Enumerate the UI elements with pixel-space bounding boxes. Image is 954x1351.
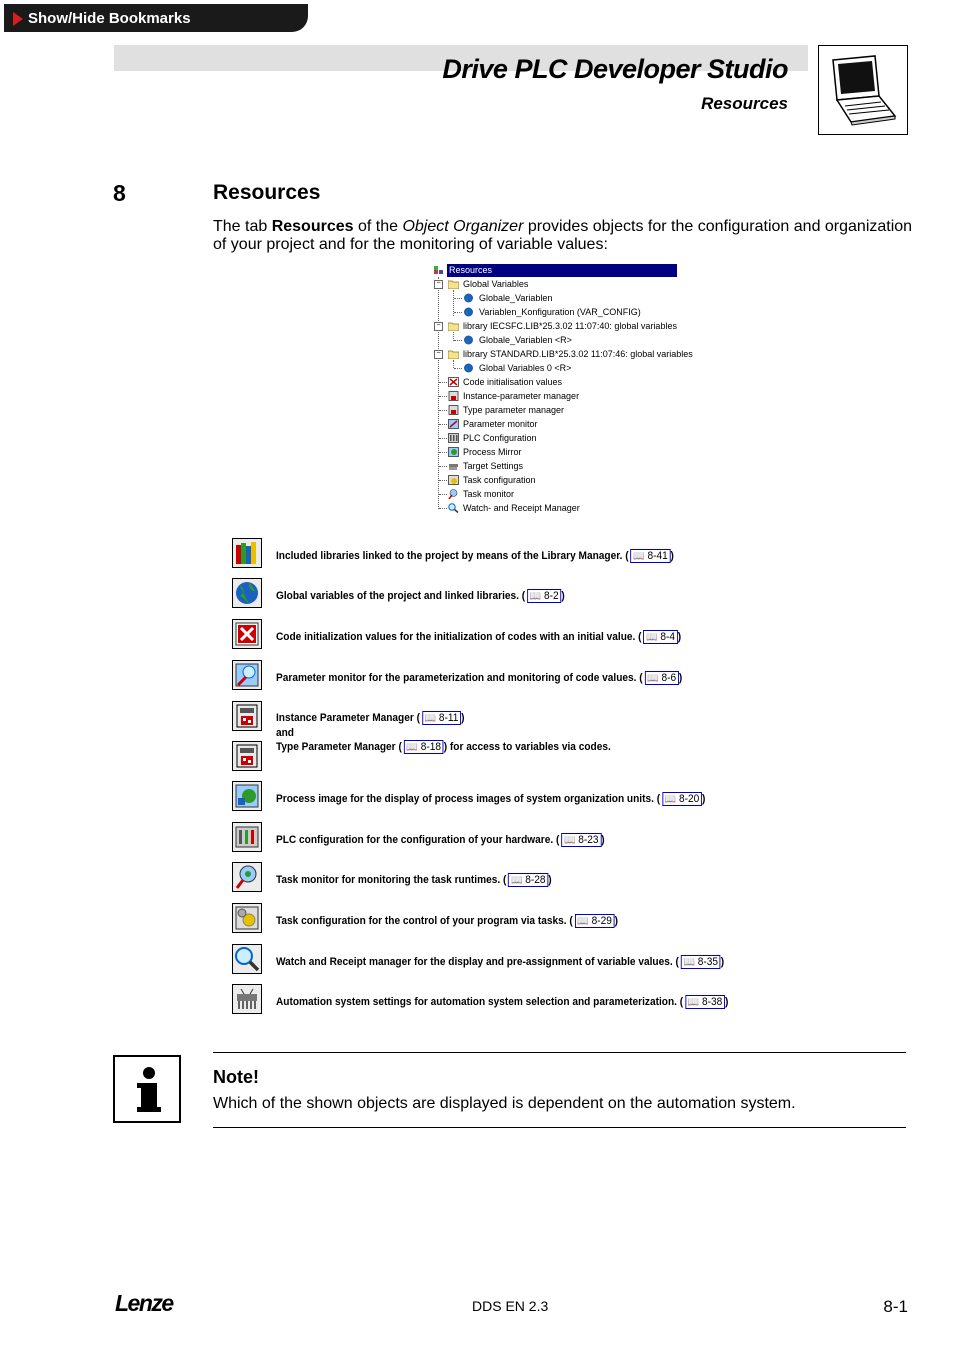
header-title: Drive PLC Developer Studio <box>442 54 788 84</box>
ref-link[interactable]: 📖 8-38 <box>685 995 725 1009</box>
parameter-monitor-icon <box>448 419 459 429</box>
book-icon: 📖 <box>424 713 437 724</box>
resource-description: Automation system settings for automation system selection and parameterization. ( 📖 8-38 ) <box>276 996 729 1008</box>
book-icon: 📖 <box>664 794 677 805</box>
ref-link-type[interactable]: 📖 8-18 <box>404 740 444 754</box>
book-icon: 📖 <box>529 591 542 602</box>
ref-link[interactable]: 📖 8-28 <box>508 873 548 887</box>
ref-link[interactable]: 📖 8-6 <box>644 671 678 685</box>
code-init-icon <box>448 377 459 387</box>
info-icon <box>113 1055 181 1123</box>
ref-link[interactable]: 📖 8-2 <box>527 589 561 603</box>
intro-paragraph: The tab Resources of the Object Organizer provides objects for the configuration and organization of your project and for the monitoring of variable values: <box>213 218 913 253</box>
globe-icon <box>463 293 474 303</box>
magnifier-icon <box>232 944 262 974</box>
book-icon: 📖 <box>683 957 695 968</box>
resources-tree: Resources − Global Variables Globale_Variablen Variablen_Konfiguration (VAR_CONFIG) − library IECSFC.LIB*25.3.02 11:07:40: global variables Globale_Variablen <R> − library STANDARD.LIB*25.3.02 11:07:46: global variables Global Variables 0 <R> Code initialisation values Instance-parameter manager Type parameter manager Parameter monitor PLC Configuration Process Mirror Target Settings Task configuration Task monitor Watch- and Receipt Manager <box>432 264 682 516</box>
task-config-icon <box>448 475 459 485</box>
task-monitor-icon <box>232 862 262 892</box>
magnifier-icon <box>448 503 459 513</box>
process-image-icon <box>448 447 459 457</box>
section-title: Resources <box>213 181 321 204</box>
resource-description: Global variables of the project and linked libraries. ( 📖 8-2 ) <box>276 590 565 602</box>
book-icon: 📖 <box>687 997 700 1008</box>
and-text: and <box>276 727 294 739</box>
note-title: Note! <box>213 1067 259 1087</box>
folder-icon <box>448 321 459 331</box>
bookmark-arrow-icon <box>13 12 23 26</box>
parameter-manager-icon <box>448 405 459 415</box>
library-books-icon <box>232 538 262 568</box>
footer-doc-id: DDS EN 2.3 <box>472 1298 549 1314</box>
code-init-icon <box>232 619 262 649</box>
note-text: Which of the shown objects are displayed is dependent on the automation system. <box>213 1095 796 1112</box>
book-icon: 📖 <box>647 673 659 684</box>
header-subtitle: Resources <box>701 94 788 113</box>
type-parameter-manager-icon <box>232 741 262 771</box>
folder-icon <box>448 349 459 359</box>
resource-description: Watch and Receipt manager for the display and pre-assignment of variable values. ( 📖 8-35 ) <box>276 956 725 968</box>
book-icon: 📖 <box>577 916 589 927</box>
ref-link[interactable]: 📖 8-20 <box>662 792 702 806</box>
resource-description: Parameter monitor for the parameterization and monitoring of code values. ( 📖 8-6 ) <box>276 672 683 684</box>
book-icon: 📖 <box>646 632 658 643</box>
type-param-text: Type Parameter Manager ( 📖 8-18 ) for access to variables via codes. <box>276 741 611 753</box>
resource-description: Code initialization values for the initialization of codes with an initial value. ( 📖 8-4 ) <box>276 631 682 643</box>
bookmarks-button-label: Show/Hide Bookmarks <box>28 10 191 27</box>
globe-icon <box>463 363 474 373</box>
task-config-icon <box>232 903 262 933</box>
laptop-icon <box>818 45 908 135</box>
globe-icon <box>232 578 262 608</box>
instance-parameter-manager-icon <box>232 701 262 731</box>
ref-link-instance[interactable]: 📖 8-11 <box>422 711 461 725</box>
show-hide-bookmarks-button[interactable] <box>4 4 308 32</box>
resource-description: PLC configuration for the configuration of your hardware. ( 📖 8-23 ) <box>276 834 605 846</box>
parameter-manager-icon <box>448 391 459 401</box>
collapse-icon: − <box>434 350 443 359</box>
book-icon: 📖 <box>563 835 576 846</box>
globe-icon <box>463 307 474 317</box>
ref-link[interactable]: 📖 8-23 <box>561 833 601 847</box>
target-settings-icon <box>448 461 459 471</box>
plc-config-icon <box>448 433 459 443</box>
ref-link[interactable]: 📖 8-29 <box>575 914 615 928</box>
ref-link[interactable]: 📖 8-41 <box>630 549 670 563</box>
parameter-monitor-icon <box>232 660 262 690</box>
globe-icon <box>463 335 474 345</box>
plc-config-icon <box>232 822 262 852</box>
process-image-icon <box>232 781 262 811</box>
section-number: 8 <box>113 180 126 206</box>
folder-icon <box>448 279 459 289</box>
resource-description: Task configuration for the control of your program via tasks. ( 📖 8-29 ) <box>276 915 619 927</box>
instance-param-text: Instance Parameter Manager ( 📖 8-11 ) <box>276 712 465 724</box>
resource-description: Process image for the display of process images of system organization units. ( 📖 8-20 ) <box>276 793 706 805</box>
book-icon: 📖 <box>510 875 523 886</box>
note-divider-top <box>213 1052 906 1053</box>
ref-link[interactable]: 📖 8-4 <box>643 630 677 644</box>
collapse-icon: − <box>434 280 443 289</box>
note-divider-bottom <box>213 1127 906 1128</box>
lenze-logo: Lenze <box>115 1290 173 1316</box>
book-icon: 📖 <box>406 742 418 753</box>
resource-description: Included libraries linked to the project by means of the Library Manager. ( 📖 8-41 ) <box>276 550 674 562</box>
page-number: 8-1 <box>883 1297 908 1316</box>
book-icon: 📖 <box>633 551 645 562</box>
resource-description: Task monitor for monitoring the task runtimes. ( 📖 8-28 ) <box>276 874 552 886</box>
collapse-icon: − <box>434 322 443 331</box>
target-settings-icon <box>232 984 262 1014</box>
ref-link[interactable]: 📖 8-35 <box>681 955 721 969</box>
task-monitor-icon <box>448 489 459 499</box>
